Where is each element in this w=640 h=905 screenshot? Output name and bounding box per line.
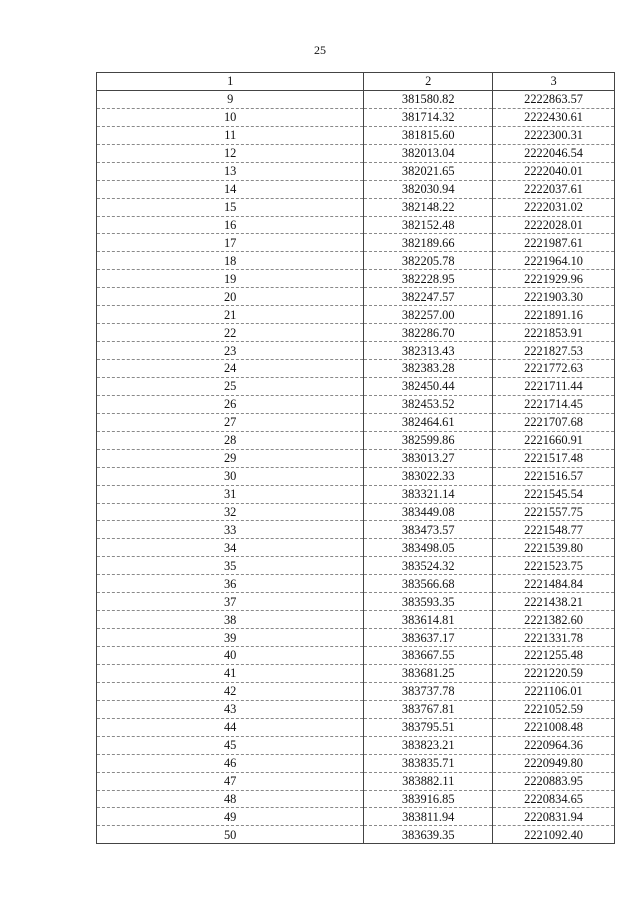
point-number-cell: 19: [97, 270, 364, 288]
x-coordinate-cell: 383916.85: [364, 790, 493, 808]
x-coordinate-cell: 382228.95: [364, 270, 493, 288]
y-coordinate-cell: 2221539.80: [493, 539, 615, 557]
table-row: [97, 162, 615, 180]
y-coordinate-cell: 2221903.30: [493, 288, 615, 306]
point-number-cell: 39: [97, 629, 364, 647]
y-coordinate-cell: 2221660.91: [493, 431, 615, 449]
x-coordinate-cell: 383593.35: [364, 593, 493, 611]
x-coordinate-cell: 383882.11: [364, 772, 493, 790]
y-coordinate-cell: 2220883.95: [493, 772, 615, 790]
x-coordinate-cell: 382599.86: [364, 431, 493, 449]
point-number-cell: 41: [97, 664, 364, 682]
table-row: [97, 467, 615, 485]
x-coordinate-cell: 382464.61: [364, 413, 493, 431]
x-coordinate-cell: 382148.22: [364, 198, 493, 216]
x-coordinate-cell: 383667.55: [364, 647, 493, 665]
table-row: [97, 593, 615, 611]
x-coordinate-cell: 383449.08: [364, 503, 493, 521]
y-coordinate-cell: 2221484.84: [493, 575, 615, 593]
point-number-cell: 31: [97, 485, 364, 503]
point-number-cell: 16: [97, 216, 364, 234]
table-row: [97, 575, 615, 593]
y-coordinate-cell: 2221438.21: [493, 593, 615, 611]
table-row: [97, 144, 615, 162]
y-coordinate-cell: 2221987.61: [493, 234, 615, 252]
table-header: [97, 73, 615, 91]
x-coordinate-cell: 383614.81: [364, 611, 493, 629]
x-coordinate-cell: 383321.14: [364, 485, 493, 503]
point-number-cell: 42: [97, 682, 364, 700]
point-number-cell: 35: [97, 557, 364, 575]
point-number-cell: 25: [97, 377, 364, 395]
table-row: [97, 826, 615, 844]
table-row: [97, 90, 615, 108]
point-number-cell: 26: [97, 395, 364, 413]
y-coordinate-cell: 2221545.54: [493, 485, 615, 503]
page-number: 25: [314, 43, 326, 57]
y-coordinate-cell: 2222430.61: [493, 108, 615, 126]
x-coordinate-cell: 383022.33: [364, 467, 493, 485]
table-row: [97, 449, 615, 467]
table-row: [97, 485, 615, 503]
x-coordinate-cell: 382453.52: [364, 395, 493, 413]
y-coordinate-cell: 2221517.48: [493, 449, 615, 467]
x-coordinate-cell: 381714.32: [364, 108, 493, 126]
y-coordinate-cell: 2222046.54: [493, 144, 615, 162]
table-row: [97, 342, 615, 360]
y-coordinate-cell: 2221557.75: [493, 503, 615, 521]
table-row: [97, 234, 615, 252]
table-row: [97, 252, 615, 270]
x-coordinate-cell: 383013.27: [364, 449, 493, 467]
column-header-1: 1: [97, 73, 364, 91]
point-number-cell: 36: [97, 575, 364, 593]
y-coordinate-cell: 2221707.68: [493, 413, 615, 431]
x-coordinate-cell: 383795.51: [364, 718, 493, 736]
point-number-cell: 43: [97, 700, 364, 718]
table-row: [97, 270, 615, 288]
point-number-cell: 37: [97, 593, 364, 611]
point-number-cell: 27: [97, 413, 364, 431]
x-coordinate-cell: 383767.81: [364, 700, 493, 718]
y-coordinate-cell: 2221964.10: [493, 252, 615, 270]
x-coordinate-cell: 382383.28: [364, 360, 493, 378]
y-coordinate-cell: 2221331.78: [493, 629, 615, 647]
y-coordinate-cell: 2222300.31: [493, 126, 615, 144]
x-coordinate-cell: 382013.04: [364, 144, 493, 162]
point-number-cell: 29: [97, 449, 364, 467]
y-coordinate-cell: 2220834.65: [493, 790, 615, 808]
y-coordinate-cell: 2221092.40: [493, 826, 615, 844]
point-number-cell: 21: [97, 306, 364, 324]
point-number-cell: 45: [97, 736, 364, 754]
table-row: [97, 629, 615, 647]
table-row: [97, 808, 615, 826]
table-row: [97, 754, 615, 772]
point-number-cell: 28: [97, 431, 364, 449]
table-row: [97, 664, 615, 682]
coordinates-table: [96, 72, 615, 844]
table-row: [97, 700, 615, 718]
x-coordinate-cell: 382313.43: [364, 342, 493, 360]
x-coordinate-cell: 381580.82: [364, 90, 493, 108]
point-number-cell: 9: [97, 90, 364, 108]
y-coordinate-cell: 2221714.45: [493, 395, 615, 413]
x-coordinate-cell: 382205.78: [364, 252, 493, 270]
y-coordinate-cell: 2221052.59: [493, 700, 615, 718]
x-coordinate-cell: 383473.57: [364, 521, 493, 539]
point-number-cell: 34: [97, 539, 364, 557]
point-number-cell: 50: [97, 826, 364, 844]
table-row: [97, 108, 615, 126]
y-coordinate-cell: 2221220.59: [493, 664, 615, 682]
table-row: [97, 790, 615, 808]
y-coordinate-cell: 2221929.96: [493, 270, 615, 288]
table-row: [97, 611, 615, 629]
y-coordinate-cell: 2221853.91: [493, 324, 615, 342]
table-row: [97, 395, 615, 413]
table-row: [97, 126, 615, 144]
point-number-cell: 12: [97, 144, 364, 162]
table-row: [97, 198, 615, 216]
x-coordinate-cell: 382152.48: [364, 216, 493, 234]
point-number-cell: 22: [97, 324, 364, 342]
y-coordinate-cell: 2222031.02: [493, 198, 615, 216]
point-number-cell: 47: [97, 772, 364, 790]
y-coordinate-cell: 2221711.44: [493, 377, 615, 395]
table-row: [97, 736, 615, 754]
point-number-cell: 11: [97, 126, 364, 144]
x-coordinate-cell: 383811.94: [364, 808, 493, 826]
table-row: [97, 180, 615, 198]
table-row: [97, 413, 615, 431]
y-coordinate-cell: 2222040.01: [493, 162, 615, 180]
x-coordinate-cell: 382450.44: [364, 377, 493, 395]
point-number-cell: 32: [97, 503, 364, 521]
point-number-cell: 15: [97, 198, 364, 216]
table-row: [97, 682, 615, 700]
table-row: [97, 216, 615, 234]
column-header-3: 3: [493, 73, 615, 91]
y-coordinate-cell: 2221772.63: [493, 360, 615, 378]
point-number-cell: 24: [97, 360, 364, 378]
x-coordinate-cell: 383637.17: [364, 629, 493, 647]
x-coordinate-cell: 382021.65: [364, 162, 493, 180]
y-coordinate-cell: 2221382.60: [493, 611, 615, 629]
point-number-cell: 10: [97, 108, 364, 126]
x-coordinate-cell: 382247.57: [364, 288, 493, 306]
table-row: [97, 521, 615, 539]
point-number-cell: 46: [97, 754, 364, 772]
point-number-cell: 13: [97, 162, 364, 180]
table-row: [97, 288, 615, 306]
x-coordinate-cell: 382257.00: [364, 306, 493, 324]
point-number-cell: 33: [97, 521, 364, 539]
point-number-cell: 44: [97, 718, 364, 736]
x-coordinate-cell: 382286.70: [364, 324, 493, 342]
table-row: [97, 772, 615, 790]
y-coordinate-cell: 2222037.61: [493, 180, 615, 198]
x-coordinate-cell: 381815.60: [364, 126, 493, 144]
y-coordinate-cell: 2220964.36: [493, 736, 615, 754]
y-coordinate-cell: 2221548.77: [493, 521, 615, 539]
y-coordinate-cell: 2220949.80: [493, 754, 615, 772]
y-coordinate-cell: 2221516.57: [493, 467, 615, 485]
table-row: [97, 539, 615, 557]
point-number-cell: 14: [97, 180, 364, 198]
point-number-cell: 20: [97, 288, 364, 306]
x-coordinate-cell: 383498.05: [364, 539, 493, 557]
table-row: [97, 431, 615, 449]
table-row: [97, 306, 615, 324]
x-coordinate-cell: 383737.78: [364, 682, 493, 700]
point-number-cell: 18: [97, 252, 364, 270]
point-number-cell: 30: [97, 467, 364, 485]
point-number-cell: 40: [97, 647, 364, 665]
table-row: [97, 360, 615, 378]
y-coordinate-cell: 2221255.48: [493, 647, 615, 665]
table-row: [97, 324, 615, 342]
x-coordinate-cell: 383639.35: [364, 826, 493, 844]
y-coordinate-cell: 2221106.01: [493, 682, 615, 700]
header-row: [97, 73, 615, 91]
y-coordinate-cell: 2222863.57: [493, 90, 615, 108]
point-number-cell: 38: [97, 611, 364, 629]
table-row: [97, 557, 615, 575]
point-number-cell: 23: [97, 342, 364, 360]
table-row: [97, 718, 615, 736]
x-coordinate-cell: 383681.25: [364, 664, 493, 682]
y-coordinate-cell: 2221827.53: [493, 342, 615, 360]
x-coordinate-cell: 383835.71: [364, 754, 493, 772]
x-coordinate-cell: 383566.68: [364, 575, 493, 593]
x-coordinate-cell: 382030.94: [364, 180, 493, 198]
x-coordinate-cell: 382189.66: [364, 234, 493, 252]
point-number-cell: 17: [97, 234, 364, 252]
table-body: [97, 90, 615, 843]
table-row: [97, 503, 615, 521]
table-row: [97, 377, 615, 395]
y-coordinate-cell: 2221008.48: [493, 718, 615, 736]
table-row: [97, 647, 615, 665]
point-number-cell: 48: [97, 790, 364, 808]
y-coordinate-cell: 2220831.94: [493, 808, 615, 826]
x-coordinate-cell: 383524.32: [364, 557, 493, 575]
y-coordinate-cell: 2222028.01: [493, 216, 615, 234]
y-coordinate-cell: 2221891.16: [493, 306, 615, 324]
y-coordinate-cell: 2221523.75: [493, 557, 615, 575]
x-coordinate-cell: 383823.21: [364, 736, 493, 754]
point-number-cell: 49: [97, 808, 364, 826]
column-header-2: 2: [364, 73, 493, 91]
